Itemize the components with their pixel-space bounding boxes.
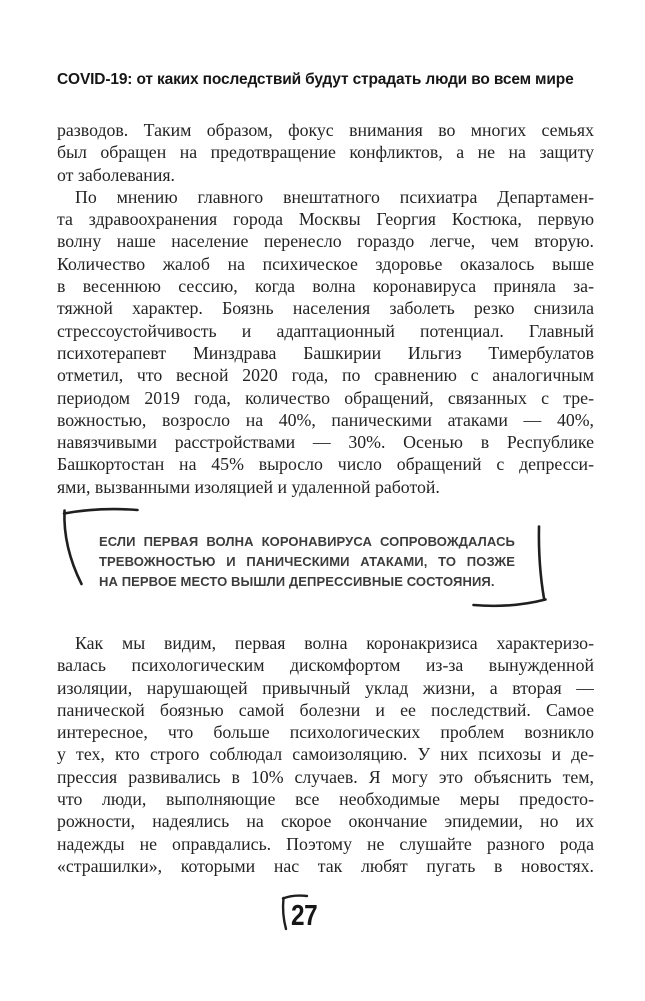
text-line: ЕСЛИ ПЕРВАЯ ВОЛНА КОРОНАВИРУСА СОПРОВОЖДАЛАСЬ — [99, 534, 515, 549]
text-line: По мнению главного внештатного психиатра Департамен- — [75, 186, 594, 207]
text-line: отметил, что весной 2020 года, по сравнению с аналогичным — [57, 365, 594, 386]
text-line: разводов. Таким образом, фокус внимания во многих семьях — [57, 120, 594, 140]
text-line: ТРЕВОЖНОСТЬЮ И ПАНИЧЕСКИМИ АТАКАМИ, ТО ПОЗЖЕ — [99, 554, 515, 569]
text-line: у тех, кто строго соблюдал самоизоляцию. У них психозы и де- — [57, 744, 594, 765]
text-line: валась психологическим дискомфортом из-за вынужденной — [57, 655, 594, 676]
text-line: ями, вызванными изоляцией и удаленной работой. — [57, 476, 440, 497]
text-line: Башкортостан на 45% выросло число обращений с депресси- — [57, 454, 594, 475]
text-line: изоляции, нарушающей привычный уклад жизни, а вторая — — [57, 677, 594, 698]
text-line: от заболевания. — [57, 164, 175, 185]
text-line: что люди, выполняющие все необходимые меры предосто- — [57, 789, 594, 810]
text-line: интересное, что больше психологических проблем возникло — [57, 722, 594, 743]
callout-quote — [99, 532, 515, 592]
text-line: прессия развивались в 10% случаев. Я могу это объяснить тем, — [57, 766, 594, 787]
body-text-block-1 — [57, 119, 594, 498]
text-line: Количество жалоб на психическое здоровье оказалось выше — [57, 253, 594, 274]
text-line: был обращен на предотвращение конфликтов, а не на защиту — [57, 142, 594, 163]
text-line: та здравоохранения города Москвы Георгия Костюка, первую — [57, 209, 594, 230]
text-line: рожности, надеялись на скорое окончание эпидемии, но их — [57, 811, 594, 832]
text-line: панической боязнью самой болезни и ее последствий. Самое — [57, 699, 594, 720]
text-line: психотерапевт Минздрава Башкирии Ильгиз Тимербулатов — [57, 342, 594, 363]
text-line: надежды не оправдались. Поэтому не слушайте разного рода — [57, 833, 594, 854]
text-line: навязчивыми расстройствами — 30%. Осенью в Республике — [57, 432, 594, 453]
text-line: в весеннюю сессию, когда волна коронавируса приняла за- — [57, 276, 594, 297]
text-line: Как мы видим, первая волна коронакризиса характеризо- — [75, 633, 594, 653]
text-line: тяжной характер. Боязнь населения заболеть резко снизила — [57, 298, 594, 319]
text-line: периодом 2019 года, количество обращений, связанных с тре- — [57, 387, 594, 408]
text-line: НА ПЕРВОЕ МЕСТО ВЫШЛИ ДЕПРЕССИВНЫЕ СОСТОЯНИЯ. — [99, 574, 495, 589]
page-number: 27 — [291, 900, 318, 932]
text-line: волну наше население перенесло гораздо легче, чем вторую. — [57, 231, 594, 252]
text-line: вожностью, возросло на 40%, паническими атаками — 40%, — [57, 409, 594, 430]
running-header: COVID-19: от каких последствий будут страдать люди во всем мире — [57, 71, 574, 88]
text-line: «страшилки», которыми нас так любят пугать в новостях. — [57, 855, 594, 876]
text-line: стрессоустойчивость и адаптационный потенциал. Главный — [57, 320, 594, 341]
body-text-block-2 — [57, 632, 594, 877]
